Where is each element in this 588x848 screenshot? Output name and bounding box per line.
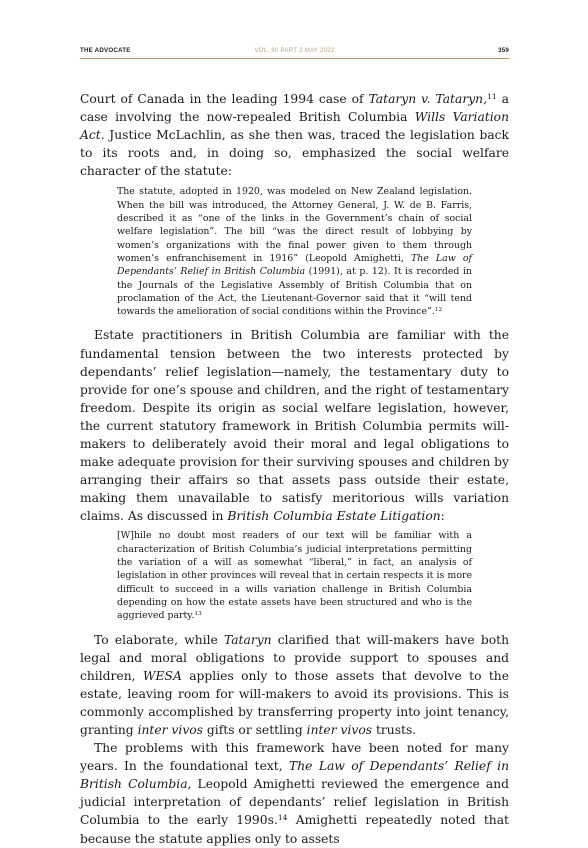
paragraph-2: Estate practitioners in British Columbia are familiar with the fundamental tension between the two interests protected by dependants’ relief legislation—namely, the testamentary duty to provide for one’s spouse and children, and the right of testamentary freedom. Despite its origin as social welfare legislation, however, the current statutory framework in British Columbia permits will-makers to deliberately avoid their moral and legal obligations to make adequate provision for their surviving spouses and children by arranging their affairs so that assets pass outside their estate, making them unavailable to satisfy meritorious wills variation claims. As discussed in British Columbia Estate Litigation: — [80, 328, 509, 524]
book-title: The Law of Dependants’ Relief in British Columbia — [80, 759, 509, 792]
header-rule — [80, 58, 509, 59]
book-title: The Law of Dependants’ Relief in British Columbia — [117, 252, 472, 278]
journal-name: THE ADVOCATE — [80, 47, 131, 54]
paragraph-1: Court of Canada in the leading 1994 case of Tataryn v. Tataryn,$^{11}$ a case involving the now-repealed British Columbia Wills Variation Act. Justice McLachlin, as she then was, traced the legislation back to its roots and, in doing so, emphasized the social welfare character of the statute: — [80, 91, 509, 179]
running-header — [80, 47, 509, 57]
footnote-ref-11[interactable]: 11 — [487, 91, 497, 101]
issue-info: VOL. 80 PART 3 MAY 2022 — [254, 47, 335, 54]
case-citation: Tataryn — [223, 632, 272, 647]
book-title: British Columbia Estate Litigation — [227, 509, 441, 524]
article-body — [80, 90, 509, 848]
latin-term: inter vivos — [306, 723, 373, 738]
footnote-ref-13[interactable]: 13 — [194, 611, 202, 618]
statute-title: Wills Variation Act — [80, 110, 509, 143]
paragraph-4: The problems with this framework have been noted for many years. In the foundational text, The Law of Dependants’ Relief in British Columbia, Leopold Amighetti reviewed the emergence and judicial interpretation of dependants’ relief legislation in British Columbia to the early 1990s.$^{14}$ Amighetti repeatedly noted that because the statute applies only to assets — [80, 741, 509, 846]
block-quote-1: The statute, adopted in 1920, was modeled on New Zealand legislation. When the bill was introduced, the Attorney General, J. W. de B. Farris, described it as “one of the links in the Government’s chain of social welfare legislation”. The bill “was the direct result of lobbying by women’s organizations with the final power given to them through women’s enfranchisement in 1916” (Leopold Amighetti, The Law of Dependants’ Relief in British Columbia (1991), at p. 12). It is recorded in the Journals of the Legislative Assembly of British Columbia that on proclamation of the Act, the Lieutenant-Governor said that it “will tend towards the amelioration of social conditions within the Province”.$^{12}$ — [117, 186, 472, 318]
case-citation: Tataryn v. Tataryn, — [368, 92, 487, 106]
paragraph-3: To elaborate, while Tataryn clarified that will-makers have both legal and moral obligations to provide support to spouses and children, WESA applies only to those assets that devolve to the estate, leaving room for will-makers to avoid its provisions. This is commonly accomplished by transferring property into joint tenancy, granting inter vivos gifts or settling inter vivos trusts. — [80, 632, 509, 738]
footnote-ref-14[interactable]: 14 — [277, 813, 288, 823]
latin-term: inter vivos — [137, 723, 203, 738]
page-number: 359 — [498, 47, 509, 54]
block-quote-2: [W]hile no doubt most readers of our text will be familiar with a characterization of British Columbia’s judicial interpretations permitting the variation of a will as somewhat “liberal,” in fact, an analysis of legislation in other provinces will reveal that in certain respects it is more difficult to succeed in a wills variation challenge in British Columbia depending on how the estate assets have been structured and who is the aggrieved party.$^{13}$ — [117, 530, 472, 622]
footnote-ref-12[interactable]: 12 — [434, 306, 443, 313]
statute-abbrev: WESA — [142, 668, 182, 683]
